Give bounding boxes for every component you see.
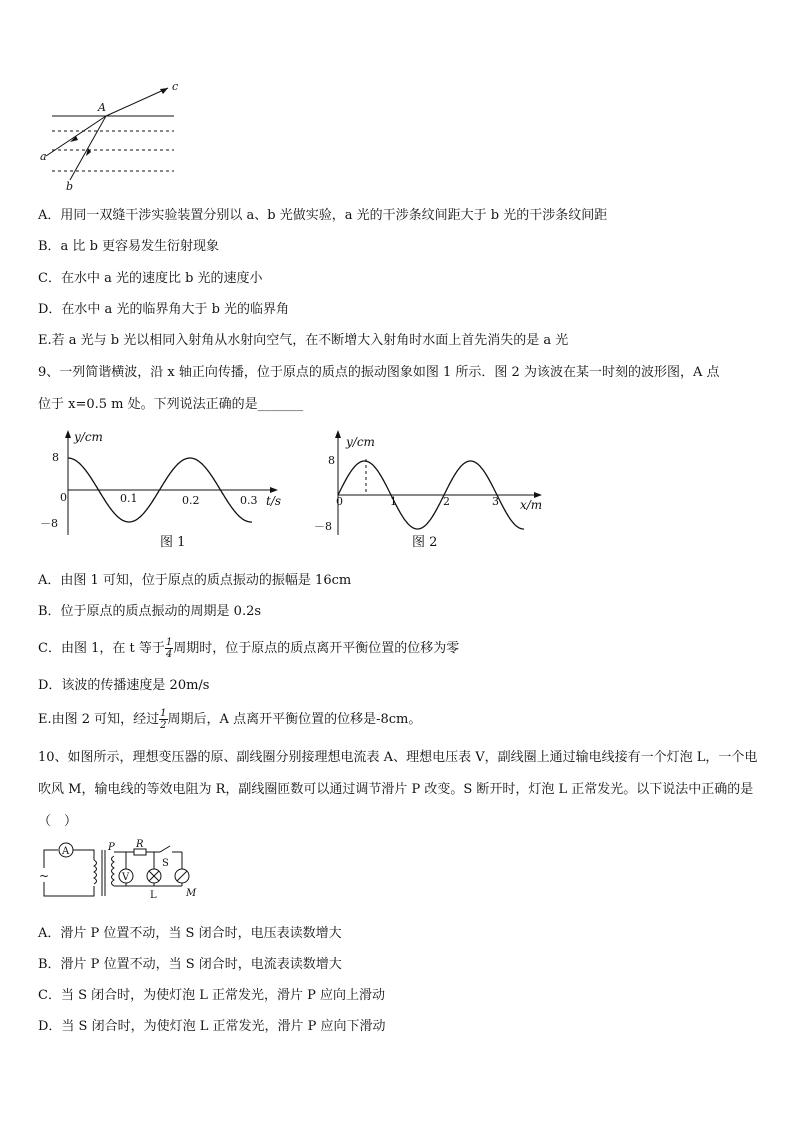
q9-option-a: A．由图 1 可知，位于原点的质点振动的振幅是 16cm xyxy=(38,573,352,588)
resistor-label: R xyxy=(136,839,144,850)
q8-option-a: A．用同一双缝干涉实验装置分别以 a、b 光做实验，a 光的干涉条纹间距大于 b 光的干涉条纹间距 xyxy=(38,208,608,223)
q9-option-c-pre: C．由图 1，在 t 等于 xyxy=(38,641,165,656)
q8-option-e: E.若 a 光与 b 光以相同入射角从水射向空气，在不断增大入射角时水面上首先消失的是 a 光 xyxy=(38,333,569,348)
q10-option-d: D．当 S 闭合时，为使灯泡 L 正常发光，滑片 P 应向下滑动 xyxy=(38,1019,386,1034)
fig1-origin: 0 xyxy=(60,491,67,504)
arrow-b xyxy=(86,148,91,156)
fig2-origin: 0 xyxy=(336,495,343,508)
q9-option-e xyxy=(38,708,421,731)
fig2-x-tick-1: 1 xyxy=(390,495,397,508)
q9-option-c-post: 周期时，位于原点的质点离开平衡位置的位移为零 xyxy=(173,641,460,656)
label-c: c xyxy=(172,80,179,93)
voltmeter-label: V xyxy=(122,872,130,883)
fig2-y-tick-neg8: －8 xyxy=(314,520,332,533)
figure-2-waveform-graph xyxy=(310,425,550,555)
transformer-circuit xyxy=(36,838,206,908)
ac-source: ~ xyxy=(39,869,50,883)
fig1-y-tick-neg8: －8 xyxy=(40,517,58,530)
q9-option-b: B．位于原点的质点振动的周期是 0.2s xyxy=(38,604,262,619)
fig2-ylabel: y/cm xyxy=(346,435,375,449)
quarter-fraction: $\frac{1}{4}$ xyxy=(165,637,173,660)
fig1-xlabel: t/s xyxy=(266,494,282,508)
motor-label: M xyxy=(186,888,197,899)
q9-option-d: D．该波的传播速度是 20m/s xyxy=(38,678,210,693)
primary-coil xyxy=(94,860,97,884)
q8-option-c: C．在水中 a 光的速度比 b 光的速度小 xyxy=(38,271,263,286)
q10-stem: 10、如图所示，理想变压器的原、副线圈分别接理想电流表 A、理想电压表 V，副线圈上通过输电线接有一个灯泡 L，一个电吹风 M，输电线的等效电阻为 R，副线圈匝数可以通过调节滑片 P 改变。S 断开时，灯泡 L 正常发光。以下说法中正确的是（ ） xyxy=(38,750,758,829)
fig1-y-arrow xyxy=(65,430,71,438)
fig1-caption: 图 1 xyxy=(160,535,186,550)
fig1-ylabel: y/cm xyxy=(74,430,103,444)
fig2-y-tick-8: 8 xyxy=(328,454,335,467)
fig2-caption: 图 2 xyxy=(412,535,438,550)
ammeter-label: A xyxy=(62,846,70,857)
fig2-x-tick-2: 2 xyxy=(443,495,450,508)
fig1-x-tick-1: 0.1 xyxy=(120,492,138,505)
label-a: a xyxy=(40,150,47,163)
ray-c xyxy=(106,88,168,116)
lamp-label: L xyxy=(150,890,157,901)
switch-label: S xyxy=(162,858,169,869)
figure-1-vibration-graph xyxy=(38,425,288,555)
q8-option-d: D．在水中 a 光的临界角大于 b 光的临界角 xyxy=(38,302,290,317)
fig1-x-tick-3: 0.3 xyxy=(240,494,258,507)
fig1-x-tick-2: 0.2 xyxy=(182,494,200,507)
q8-option-b: B．a 比 b 更容易发生衍射现象 xyxy=(38,239,220,254)
switch xyxy=(160,846,170,852)
fig1-x-arrow xyxy=(270,487,278,493)
fig1-y-tick-8: 8 xyxy=(52,451,59,464)
slider-label: P xyxy=(108,842,115,853)
fig2-x-tick-3: 3 xyxy=(492,495,499,508)
primary-wire-2 xyxy=(73,850,94,860)
primary-wire xyxy=(44,850,58,868)
refraction-diagram xyxy=(36,80,186,195)
q10-option-c: C．当 S 闭合时，为使灯泡 L 正常发光，滑片 P 应向上滑动 xyxy=(38,988,386,1003)
label-A: A xyxy=(98,101,106,114)
q9-stem-line2: 位于 x=0.5 m 处。下列说法正确的是_______ xyxy=(38,397,304,412)
fig2-xlabel: x/m xyxy=(520,498,543,512)
q9-stem-line1: 9、一列简谐横波，沿 x 轴正向传播，位于原点的质点的振动图象如图 1 所示．图 2 为该波在某一时刻的波形图，A 点 xyxy=(38,365,720,380)
q9-option-e-pre: E.由图 2 可知，经过 xyxy=(38,712,160,727)
label-b: b xyxy=(66,180,74,193)
secondary-coil xyxy=(112,856,115,886)
primary-wire-3 xyxy=(44,882,94,896)
fig2-y-arrow xyxy=(335,430,341,438)
q9-option-c xyxy=(38,637,459,660)
q10-option-b: B．滑片 P 位置不动，当 S 闭合时，电流表读数增大 xyxy=(38,957,342,972)
q9-option-e-post: 周期后，A 点离开平衡位置的位移是-8cm。 xyxy=(167,712,422,727)
half-fraction: $\frac{1}{2}$ xyxy=(160,708,167,731)
q10-option-a: A．滑片 P 位置不动，当 S 闭合时，电压表读数增大 xyxy=(38,926,342,941)
